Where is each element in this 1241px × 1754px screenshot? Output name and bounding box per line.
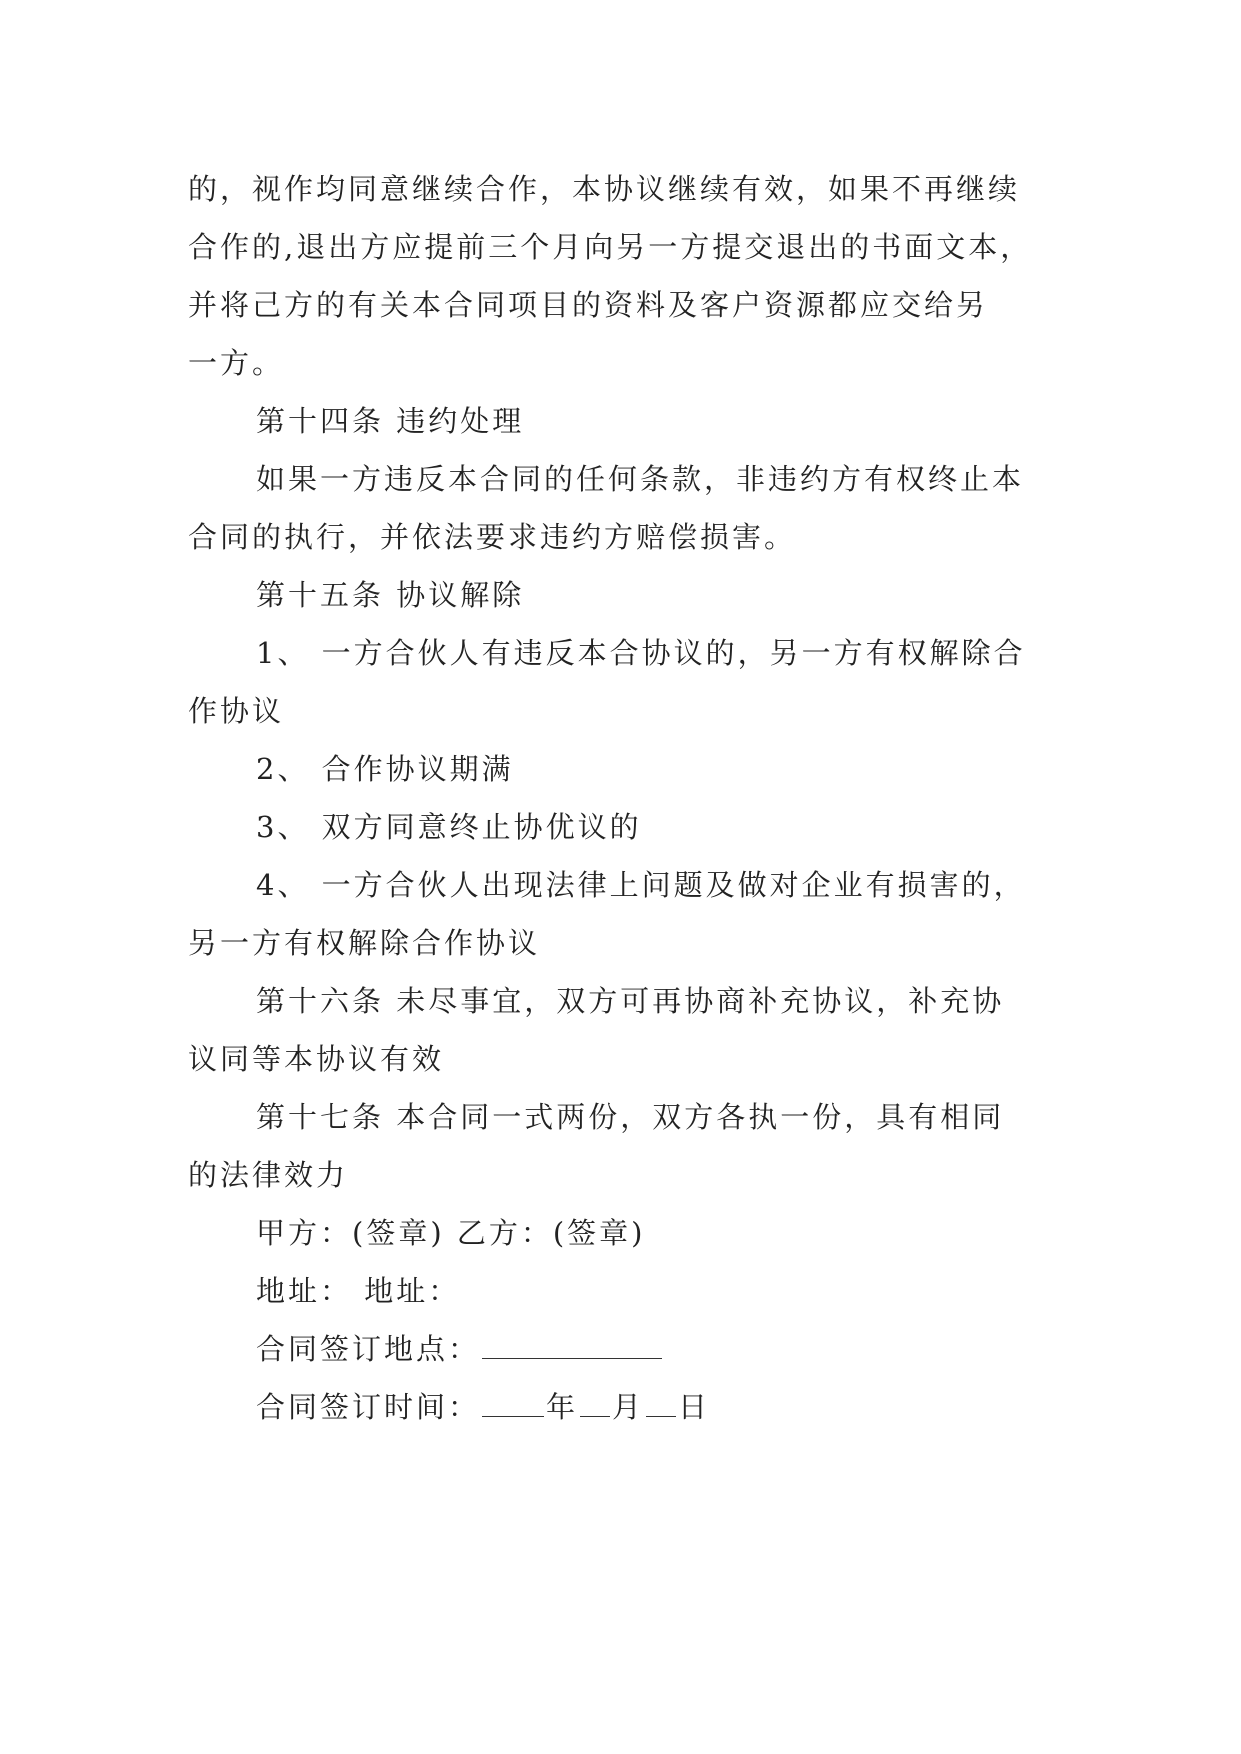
article-16: 第十六条 未尽事宜，双方可再协商补充协议，补充协 xyxy=(256,984,1005,1018)
address-line: 地址： 地址： xyxy=(256,1274,461,1308)
paragraph-line: 合同的执行，并依法要求违约方赔偿损害。 xyxy=(188,520,797,554)
day-label: 日 xyxy=(678,1390,711,1424)
list-item-2: 2、 合作协议期满 xyxy=(256,752,514,786)
signing-place-label: 合同签订地点： xyxy=(256,1332,481,1366)
article-14-heading: 第十四条 违约处理 xyxy=(256,404,525,438)
list-item-3: 3、 双方同意终止协优议的 xyxy=(256,810,642,844)
year-blank xyxy=(482,1386,544,1417)
paragraph-line: 的法律效力 xyxy=(188,1158,349,1192)
month-blank xyxy=(580,1386,610,1417)
list-item-1: 1、 一方合伙人有违反本合协议的，另一方有权解除合 xyxy=(256,636,1026,670)
paragraph-line: 如果一方违反本合同的任何条款，非违约方有权终止本 xyxy=(256,462,1025,496)
article-15-heading: 第十五条 协议解除 xyxy=(256,578,525,612)
signing-place-blank xyxy=(482,1328,662,1359)
paragraph-line: 议同等本协议有效 xyxy=(188,1042,445,1076)
article-17: 第十七条 本合同一式两份，双方各执一份，具有相同 xyxy=(256,1100,1005,1134)
paragraph-line: 另一方有权解除合作协议 xyxy=(188,926,541,960)
month-label: 月 xyxy=(612,1390,645,1424)
day-blank xyxy=(646,1386,676,1417)
paragraph-line: 并将己方的有关本合同项目的资料及客户资源都应交给另 xyxy=(188,288,989,322)
year-label: 年 xyxy=(546,1390,579,1424)
list-item-4: 4、 一方合伙人出现法律上问题及做对企业有损害的， xyxy=(256,868,1026,902)
signing-time-line xyxy=(188,1378,1088,1436)
paragraph-line: 一方。 xyxy=(188,346,285,380)
paragraph-line: 作协议 xyxy=(188,694,285,728)
paragraph-line: 合作的,退出方应提前三个月向另一方提交退出的书面文本， xyxy=(188,230,1033,264)
paragraph-line: 的，视作均同意继续合作，本协议继续有效，如果不再继续 xyxy=(188,172,1021,206)
signature-parties: 甲方：(签章) 乙方：(签章) xyxy=(256,1216,646,1250)
document-body xyxy=(188,160,1088,1436)
signing-time-label: 合同签订时间： xyxy=(256,1390,481,1424)
signing-place-line xyxy=(188,1320,1088,1378)
